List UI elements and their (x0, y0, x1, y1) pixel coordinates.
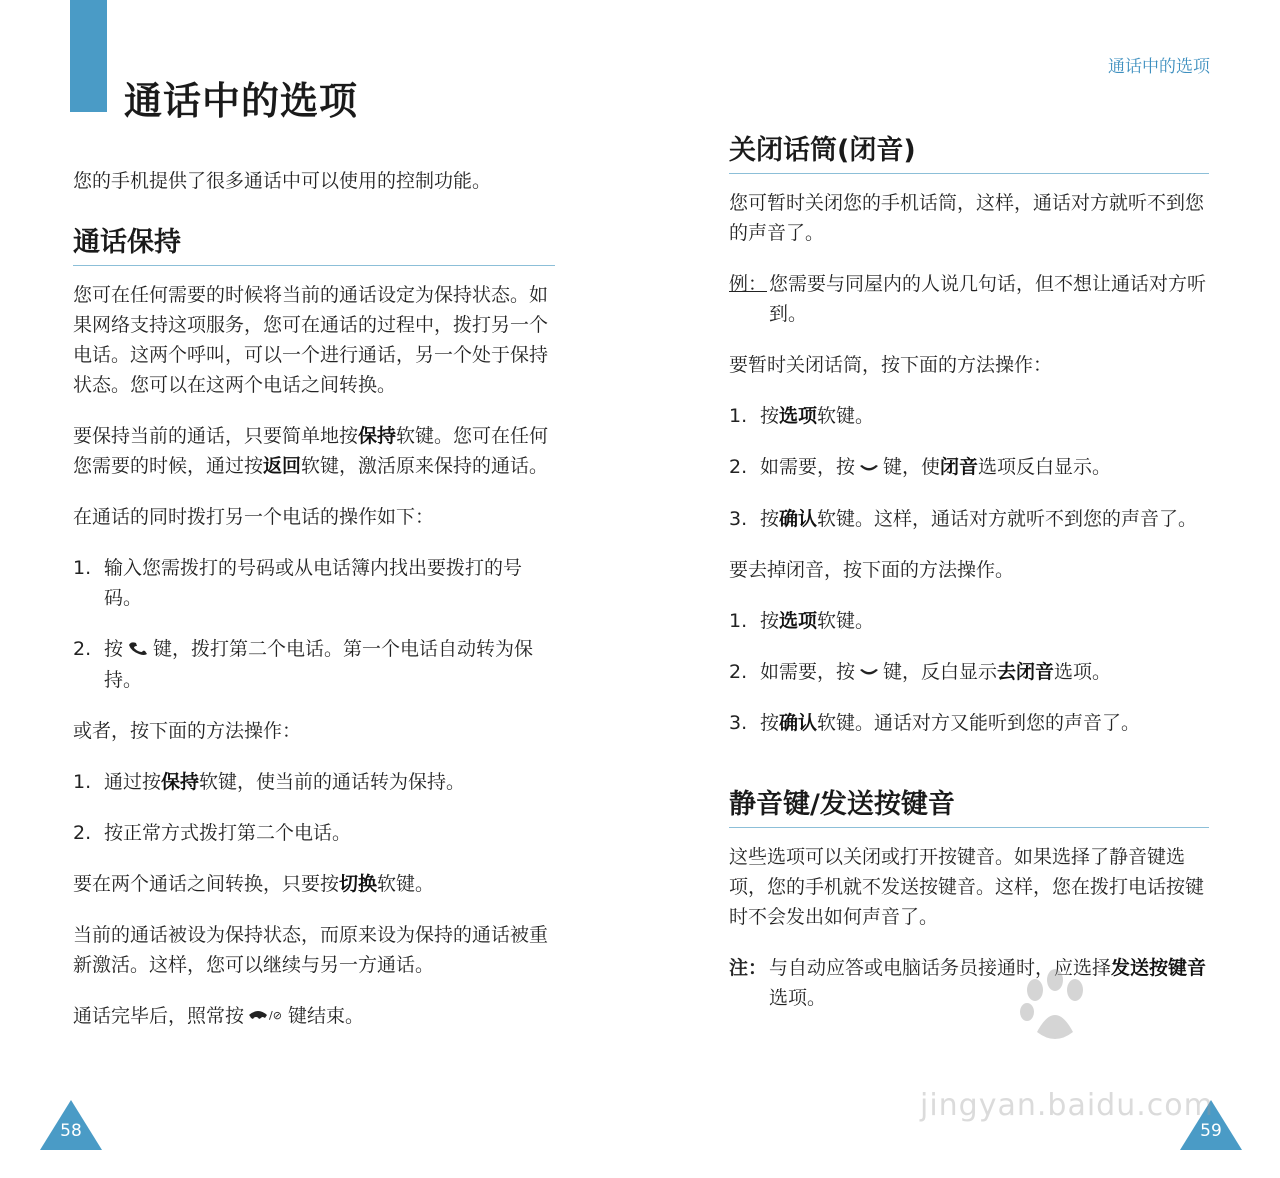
switch-instructions: 要在两个通话之间转换，只要按切换软键。 (73, 872, 435, 895)
hold-instructions: 要保持当前的通话，只要简单地按保持软键。您可在任何您需要的时候，通过按返回软键，激活原来保持的通话。 (73, 425, 549, 477)
list-item: 2. 如需要，按 键，反白显示去闭音选项。 (729, 657, 1209, 688)
chapter-accent-bar (70, 0, 107, 112)
mute-description: 您可暂时关闭您的手机话筒，这样，通话对方就听不到您的声音了。 (729, 192, 1205, 244)
example-tag: 例： (729, 273, 768, 295)
list-item: 1. 按选项软键。 (729, 609, 875, 632)
hold-description: 您可在任何需要的时候将当前的通话设定为保持状态。如果网络支持这项服务，您可在通话的过程中，拨打另一个电话。这两个呼叫，可以一个进行通话，另一个处于保持状态。您可以在这两个电话之间转换。 (73, 284, 549, 396)
down-navigation-key-icon (859, 657, 879, 687)
section-title-mute: 关闭话筒(闭音) (729, 128, 1209, 174)
hold-softkey-label: 保持 (358, 425, 397, 447)
right-column (729, 128, 1209, 1034)
second-call-intro: 在通话的同时拨打另一个电话的操作如下： (73, 506, 435, 528)
note: 注： 与自动应答或电脑话务员接通时，应选择发送按键音选项。 (729, 953, 1209, 1013)
list-item: 1. 输入您需拨打的号码或从电话簿内找出要拨打的号码。 (73, 557, 523, 609)
alternative-intro: 或者，按下面的方法操作： (73, 719, 302, 742)
list-item: 2. 按正常方式拨打第二个电话。 (73, 821, 352, 844)
phone-send-icon (127, 635, 149, 665)
mute-intro: 要暂时关闭话筒，按下面的方法操作： (729, 354, 1053, 376)
switch-softkey-label: 切换 (339, 872, 378, 895)
intro-paragraph: 您的手机提供了很多通话中可以使用的控制功能。 (73, 170, 492, 192)
keytone-description: 这些选项可以关闭或打开按键音。如果选择了静音键选项，您的手机就不发送按键音。这样，您在拨打电话按键时不会发出如何声音了。 (729, 846, 1205, 928)
back-softkey-label: 返回 (263, 455, 302, 477)
svg-text:/⊘: /⊘ (269, 1009, 282, 1022)
list-item: 2. 按 键，拨打第二个电话。第一个电话自动转为保持。 (73, 634, 555, 695)
list-item: 3. 按确认软键。这样，通话对方就听不到您的声音了。 (729, 507, 1198, 530)
section-title-call-hold: 通话保持 (73, 220, 555, 266)
unmute-intro: 要去掉闭音，按下面的方法操作。 (729, 558, 1015, 581)
note-tag: 注： (729, 957, 768, 979)
list-item: 3. 按确认软键。通话对方又能听到您的声音了。 (729, 712, 1141, 734)
running-head: 通话中的选项 (1108, 57, 1210, 77)
switch-result: 当前的通话被设为保持状态，而原来设为保持的通话被重新激活。这样，您可以继续与另一方通话。 (73, 923, 549, 976)
phone-end-power-icon (248, 1001, 284, 1031)
left-column (73, 166, 555, 1052)
baidu-paw-icon (1015, 968, 1095, 1048)
chapter-title: 通话中的选项 (124, 79, 359, 123)
list-item: 1. 按选项软键。 (729, 405, 875, 427)
end-call-instructions: 通话完毕后，照常按 /⊘ 键结束。 (73, 1001, 555, 1032)
list-item: 1. 通过按保持软键，使当前的通话转为保持。 (73, 770, 466, 793)
left-page: 通话中的选项 您的手机提供了很多通话中可以使用的控制功能。 通话保持 您可在任何需要的时候将当前的通话设定为保持状态。如果网络支持这项服务，您可在通话的过程中，拨打另一个电话。这两个呼叫，可以一个进行通话，另一个处于保持状态。您可以在这两个电话之间转换。 要保持当前的通话，只要简单地按保持软键。您可在任何您需要的时候，通过按返回软键，激活原来保持的通话。 在通话的同时拨打另一个电话的操作如下： 1. 输入您需拨打的号码或从电话簿内找出要拨打的号码。 2. 按 键，拨打第二个电话。第一个电话自动转为保持。 或者，按下面的方法操作： 1. 通过按保持软键，使当前的通话转为保持。 2. 按正常方式拨打第二个电话。 要在两个通话之间转换，只要按切换软键。 当前的通话被设为保持状态，而原来设为保持的通话被重新激活。这样，您可以继续与另一方通话。 通话完毕后，照常按 /⊘ 键结束。 58 (0, 0, 640, 1178)
list-item: 2. 如需要，按 键，使闭音选项反白显示。 (729, 452, 1209, 483)
down-navigation-key-icon (859, 453, 879, 483)
example-note: 例： 您需要与同屋内的人说几句话，但不想让通话对方听到。 (729, 269, 1209, 329)
section-title-keytone: 静音键/发送按键音 (729, 782, 1209, 828)
watermark-text: jingyan.baidu.com (920, 1088, 1214, 1123)
